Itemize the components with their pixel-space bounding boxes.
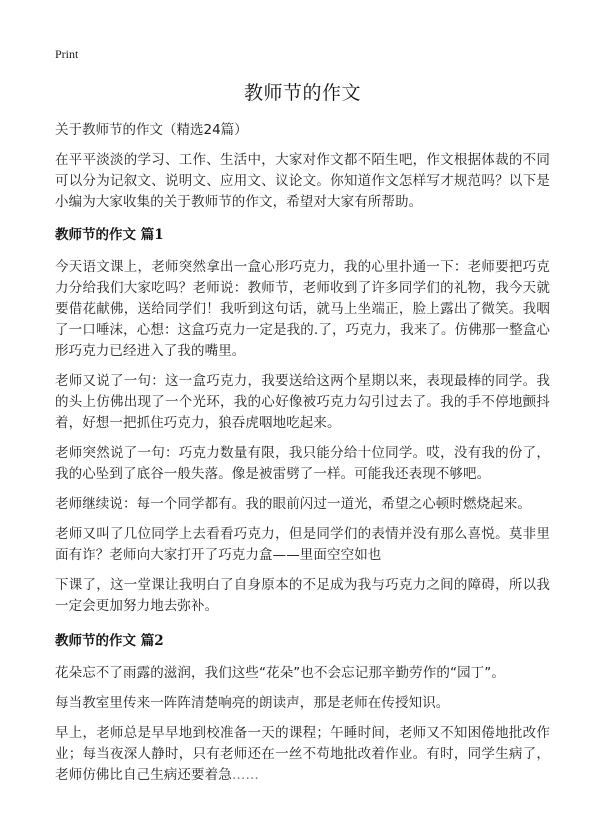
paragraph: 今天语文课上，老师突然拿出一盒心形巧克力，我的心里扑通一下：老师要把巧克力分给我们大家吃吗？老师说：教师节，老师收到了许多同学们的礼物，我今天就要借花献佛，送给同学们！我听到这句话，就马上坐端正，脸上露出了微笑。我咽了一口唾沫，心想：这盒巧克力一定是我的.了，巧克力，我来了。仿佛那一整盒心形巧克力已经进入了我的嘴里。	[55, 259, 550, 359]
paragraph: 花朵忘不了雨露的滋润，我们这些“花朵”也不会忘记那辛勤劳作的“园丁”。	[55, 665, 505, 681]
paragraph: 老师又说了一句：这一盒巧克力，我要送给这两个星期以来，表现最棒的同学。我的头上仿佛出现了一个光环，我的心好像被巧克力勾引过去了。我的手不停地颤抖着，好想一把抓住巧克力，狼吞虎咽地吃起来。	[55, 373, 550, 431]
paragraph: 老师又叫了几位同学上去看看巧克力，但是同学们的表情并没有那么喜悦。莫非里面有诈？老师向大家打开了巧克力盒——里面空空如也	[55, 526, 550, 563]
print-link[interactable]: Print	[55, 47, 79, 61]
intro-paragraph: 在平平淡淡的学习、工作、生活中，大家对作文都不陌生吧，作文根据体裁的不同可以分为记叙文、说明文、应用文、议论文。你知道作文怎样写才规范吗？以下是小编为大家收集的关于教师节的作文，希望对大家有所帮助。	[55, 152, 550, 210]
truncation-ellipsis: ……	[231, 767, 260, 783]
essay-section-1	[55, 225, 550, 617]
document-body	[55, 120, 550, 795]
paragraph: 每当教室里传来一阵阵清楚响亮的朗读声，那是老师在传授知识。	[55, 695, 450, 711]
paragraph: 老师突然说了一句：巧克力数量有限，我只能分给十位同学。哎，没有我的份了，我的心坠到了底谷一般失落。像是被雷劈了一样。可能我还表现不够吧。	[55, 445, 550, 482]
page-title: 教师节的作文	[243, 82, 361, 104]
paragraph: 下课了，这一堂课让我明白了自身原本的不足成为我与巧克力之间的障碍，所以我一定会更加努力地去弥补。	[55, 577, 550, 614]
section-heading: 教师节的作文 篇2	[55, 633, 164, 649]
essay-section-2	[55, 631, 550, 786]
paragraph: 老师继续说：每一个同学都有。我的眼前闪过一道光，希望之心顿时燃烧起来。	[55, 496, 531, 512]
document-subtitle: 关于教师节的作文（精选24篇）	[55, 122, 248, 138]
paragraph-text: 早上，老师总是早早地到校准备一天的课程；午睡时间，老师又不知困倦地批改作业；每当夜深人静时，只有老师还在一丝不苟地批改着作业。有时，同学生病了，老师仿佛比自己生病还要着急	[55, 725, 550, 783]
paragraph-truncated	[55, 723, 550, 786]
section-heading: 教师节的作文 篇1	[55, 227, 164, 243]
